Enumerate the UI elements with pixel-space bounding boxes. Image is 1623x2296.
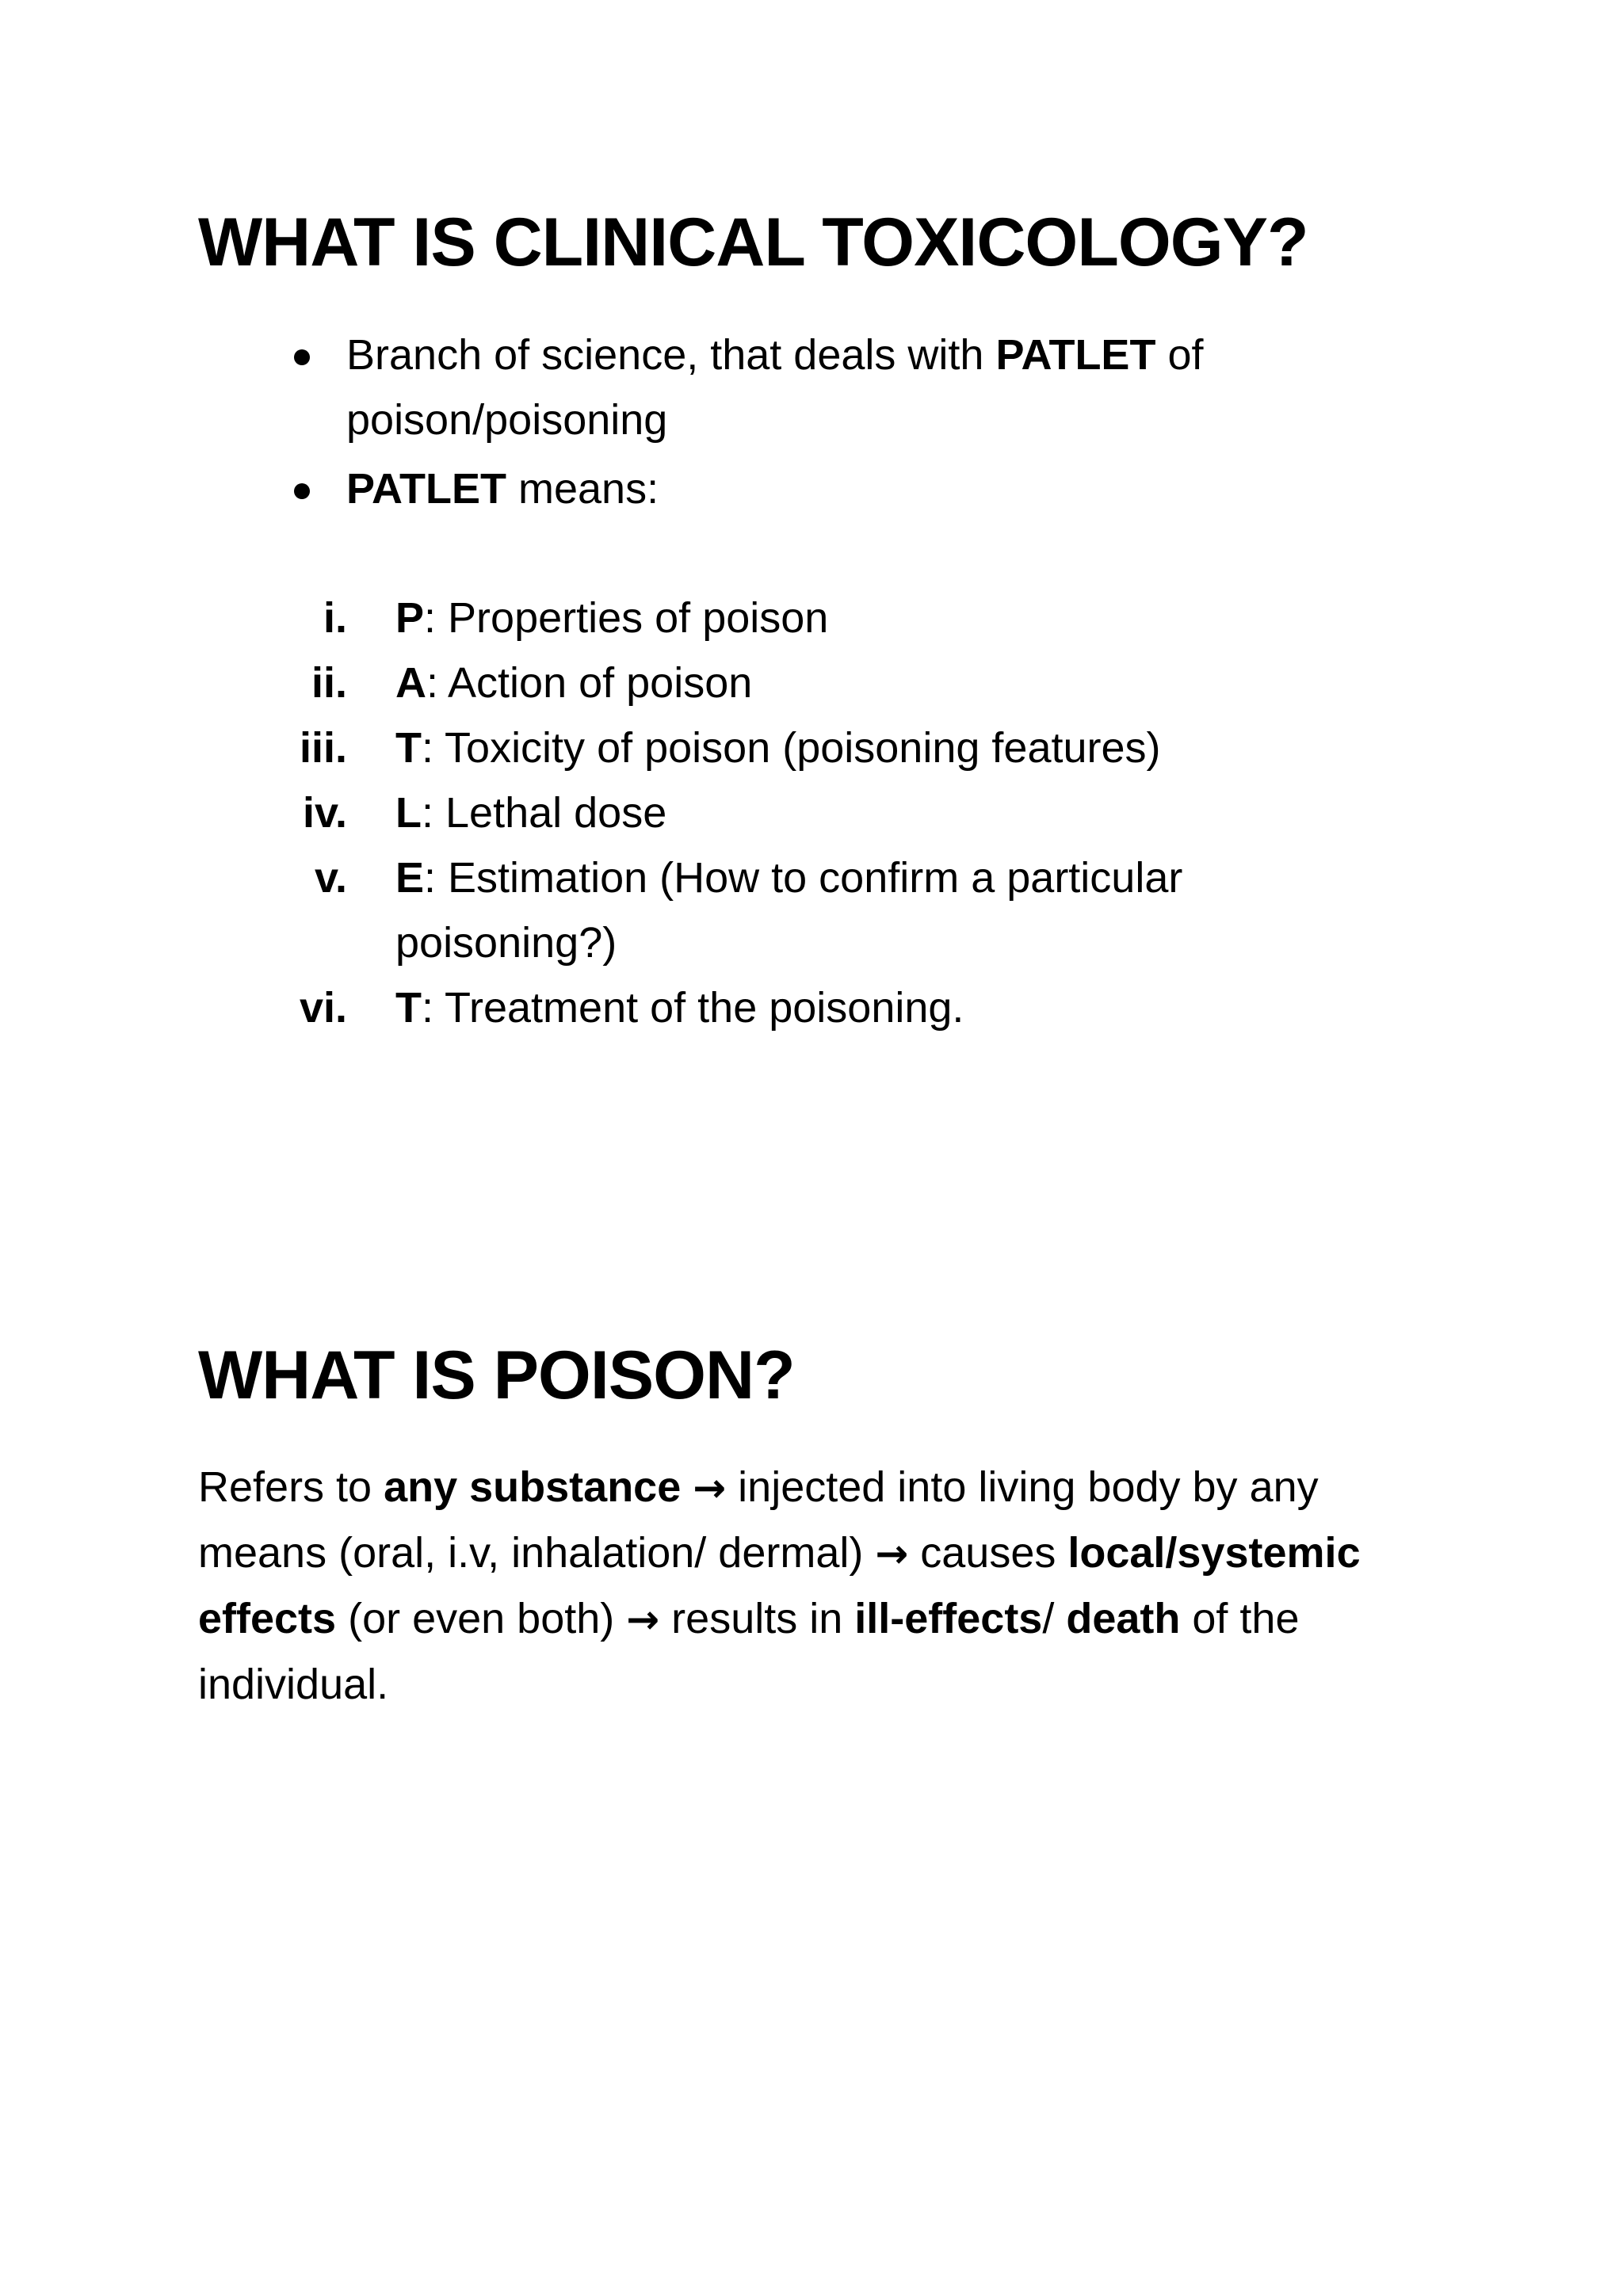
right-arrow-icon: → <box>875 1531 909 1577</box>
list-letter: P <box>395 594 425 642</box>
bullet-text: of <box>1155 331 1204 379</box>
list-number: iv. <box>302 789 347 837</box>
list-number: ii. <box>311 659 347 707</box>
para-text: results in <box>659 1595 855 1642</box>
bullet-bold-term: PATLET <box>995 331 1156 379</box>
list-text: : Treatment of the poisoning. <box>422 984 964 1032</box>
list-text: : Action of poison <box>426 659 753 707</box>
bullet-text: means: <box>506 465 659 513</box>
list-letter: A <box>395 659 426 707</box>
para-bold-term: local/systemic <box>1067 1529 1361 1577</box>
para-text: causes <box>908 1529 1068 1577</box>
list-text: : Properties of poison <box>424 594 829 642</box>
list-text: : Estimation (How to confirm a particular <box>424 854 1183 902</box>
para-text: individual. <box>198 1661 389 1708</box>
para-bold-term: death <box>1066 1595 1181 1642</box>
bullet-text: Branch of science, that deals with <box>346 331 996 379</box>
para-bold-term: any substance <box>384 1463 682 1511</box>
para-text: injected into living body by any <box>726 1463 1319 1511</box>
poison-definition-paragraph <box>198 1455 1458 1717</box>
bullet-bold-term: PATLET <box>346 465 506 513</box>
bullet-definition-text <box>346 322 1424 452</box>
list-letter: T <box>395 984 422 1032</box>
right-arrow-icon: → <box>693 1465 727 1511</box>
list-letter: T <box>395 724 422 772</box>
para-text: of the <box>1180 1595 1300 1642</box>
list-number: iii. <box>299 724 347 772</box>
list-letter: L <box>395 789 422 837</box>
bullet-patlet-text <box>346 456 1424 521</box>
para-bold-term: ill-effects <box>854 1595 1043 1642</box>
right-arrow-icon: → <box>626 1596 660 1642</box>
heading-what-is-poison: WHAT IS POISON? <box>198 1337 795 1413</box>
list-number: vi. <box>299 984 347 1032</box>
list-text: : Toxicity of poison (poisoning features) <box>422 724 1161 772</box>
bullet-dot-icon <box>294 349 310 365</box>
list-number: i. <box>323 594 347 642</box>
list-text-continued: poisoning?) <box>395 919 617 967</box>
para-text: means (oral, i.v, inhalation/ dermal) <box>198 1529 876 1577</box>
list-text: : Lethal dose <box>422 789 667 837</box>
list-number: v. <box>314 854 347 902</box>
para-text: Refers to <box>198 1463 384 1511</box>
para-text: / <box>1042 1595 1067 1642</box>
para-bold-term: effects <box>198 1595 337 1642</box>
para-text: (or even both) <box>336 1595 627 1642</box>
bullet-text: poison/poisoning <box>346 396 668 444</box>
list-letter: E <box>395 854 425 902</box>
heading-clinical-toxicology: WHAT IS CLINICAL TOXICOLOGY? <box>198 204 1308 280</box>
bullet-dot-icon <box>294 483 310 499</box>
